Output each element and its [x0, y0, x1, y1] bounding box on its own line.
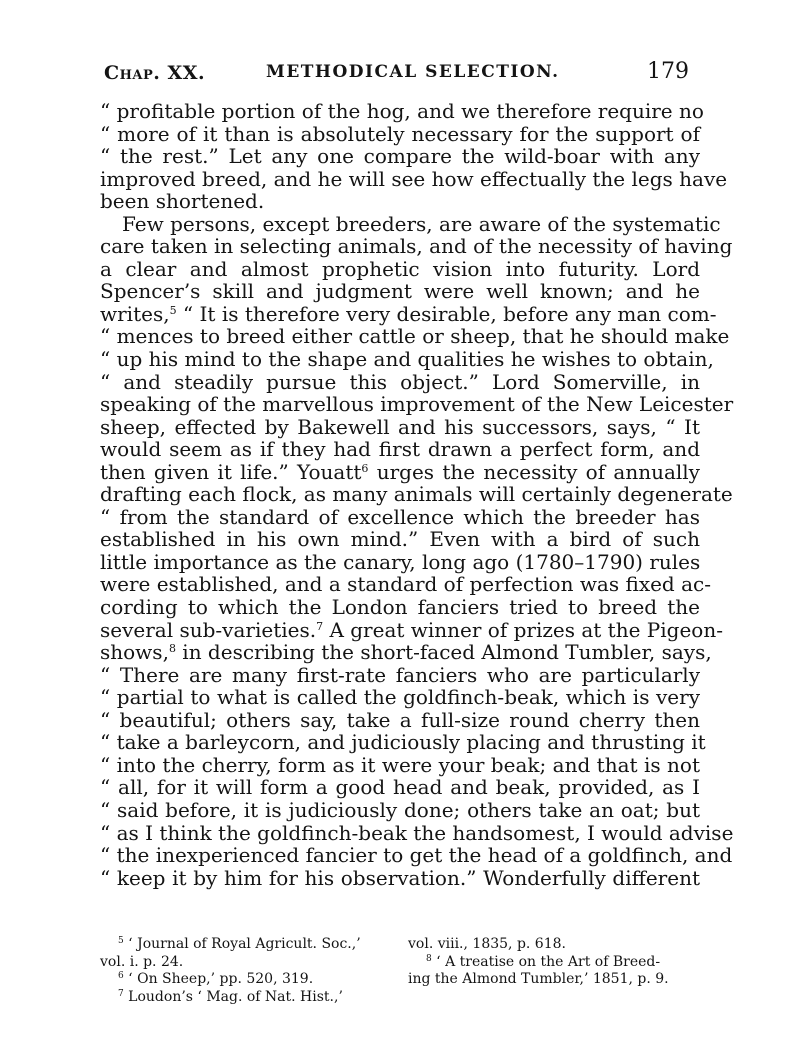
footnote-8 [408, 954, 700, 972]
text-run: several sub-varieties. [100, 617, 317, 642]
text-line: were established, and a standard of perfection was fixed ac- [100, 572, 711, 597]
text-line: “ the inexperienced fancier to get the head of a goldfinch, and [100, 843, 733, 868]
text-line [100, 301, 717, 326]
footnotes-right-column [408, 936, 700, 989]
footnote-text: ‘ Journal of Royal Agricult. Soc.,’ [123, 936, 361, 952]
text-line: drafting each flock, as many animals will certainly degenerate [100, 482, 733, 507]
text-line: “ partial to what is called the goldfinch-beak, which is very [100, 685, 700, 710]
footnote-ref-7: 7 [316, 619, 324, 633]
text-line: “ profitable portion of the hog, and we therefore require no [100, 99, 704, 123]
text-line: “ up his mind to the shape and qualities he wishes to obtain, [100, 347, 714, 372]
text-line [100, 640, 712, 665]
text-line: “ from the standard of excellence which the breeder has [100, 504, 700, 529]
footnote-6 [100, 971, 400, 989]
body-text [100, 99, 734, 890]
text-line: sheep, effected by Bakewell and his successors, says, “ It [100, 414, 700, 439]
text-line: “ and steadily pursue this object.” Lord Somerville, in [100, 369, 700, 394]
running-header [0, 59, 800, 92]
footnote-ref-6: 6 [361, 461, 369, 475]
footnote-5-continuation: vol. i. p. 24. [100, 953, 184, 970]
page-number: 179 [647, 59, 689, 84]
text-line: “ into the cherry, form as it were your beak; and that is not [100, 752, 700, 777]
text-run: A great winner of prizes at the Pigeon- [323, 617, 723, 642]
text-line: “ as I think the goldfinch-beak the handsomest, I would advise [100, 820, 734, 845]
footnotes-left-column [100, 936, 400, 1006]
text-line: “ beautiful; others say, take a full-size round cherry then [100, 707, 700, 732]
text-line: a clear and almost prophetic vision into futurity. Lord [100, 256, 700, 281]
footnote-ref-5: 5 [169, 303, 177, 317]
text-line: little importance as the canary, long ago (1780–1790) rules [100, 549, 701, 574]
text-line: “ all, for it will form a good head and beak, provided, as I [100, 775, 700, 800]
chapter-label: Chap. XX. [104, 62, 206, 84]
footnote-text: ‘ A treatise on the Art of Breed- [431, 953, 661, 970]
footnote-5 [100, 936, 400, 954]
running-title: METHODICAL SELECTION. [266, 62, 560, 82]
text-line: improved breed, and he will see how effectually the legs have [100, 166, 728, 191]
footnote-7-continuation: vol. viii., 1835, p. 618. [408, 936, 566, 952]
text-line: “ mences to breed either cattle or sheep, that he should make [100, 324, 730, 349]
text-run: urges the necessity of annually [368, 459, 700, 484]
text-run: then given it life.” Youatt [100, 459, 362, 484]
text-line: “ said before, it is judiciously done; others take an oat; but [100, 797, 700, 822]
text-run: shows, [100, 640, 169, 665]
footnote-8-continuation: ing the Almond Tumbler,’ 1851, p. 9. [408, 971, 669, 987]
text-run: writes, [100, 301, 170, 326]
text-line: “ the rest.” Let any one compare the wild-boar with any [100, 144, 700, 169]
text-run: “ It is therefore very desirable, before any man com- [176, 301, 717, 326]
text-line [100, 617, 723, 642]
text-line: “ There are many first-rate fanciers who are particularly [100, 662, 700, 687]
footnote-7 [100, 989, 400, 1007]
text-line: established in his own mind.” Even with a bird of such [100, 527, 700, 552]
text-line: Few persons, except breeders, are aware of the systematic [122, 211, 721, 236]
text-line: Spencer’s skill and judgment were well known; and he [100, 279, 700, 304]
text-line: care taken in selecting animals, and of the necessity of having [100, 234, 733, 259]
footnote-number: 5 [118, 936, 124, 946]
footnotes [100, 936, 700, 1026]
text-line: “ more of it than is absolutely necessary for the support of [100, 121, 700, 146]
footnote-number: 7 [118, 988, 124, 999]
text-line: been shortened. [100, 189, 265, 214]
text-line: “ take a barleycorn, and judiciously placing and thrusting it [100, 730, 706, 755]
text-line [100, 461, 700, 484]
footnote-number: 8 [426, 953, 432, 964]
text-line: “ keep it by him for his observation.” Wonderfully different [100, 865, 700, 890]
text-run: in describing the short-faced Almond Tumbler, says, [175, 640, 712, 665]
text-line: would seem as if they had first drawn a perfect form, and [100, 437, 700, 462]
footnote-text: ‘ On Sheep,’ pp. 520, 319. [123, 971, 314, 987]
footnote-ref-8: 8 [168, 642, 176, 656]
footnote-number: 6 [118, 971, 124, 981]
footnote-text: Loudon’s ‘ Mag. of Nat. Hist.,’ [123, 988, 343, 1005]
text-line: cording to which the London fanciers tried to breed the [100, 595, 700, 620]
text-line: speaking of the marvellous improvement of the New Leicester [100, 392, 734, 417]
